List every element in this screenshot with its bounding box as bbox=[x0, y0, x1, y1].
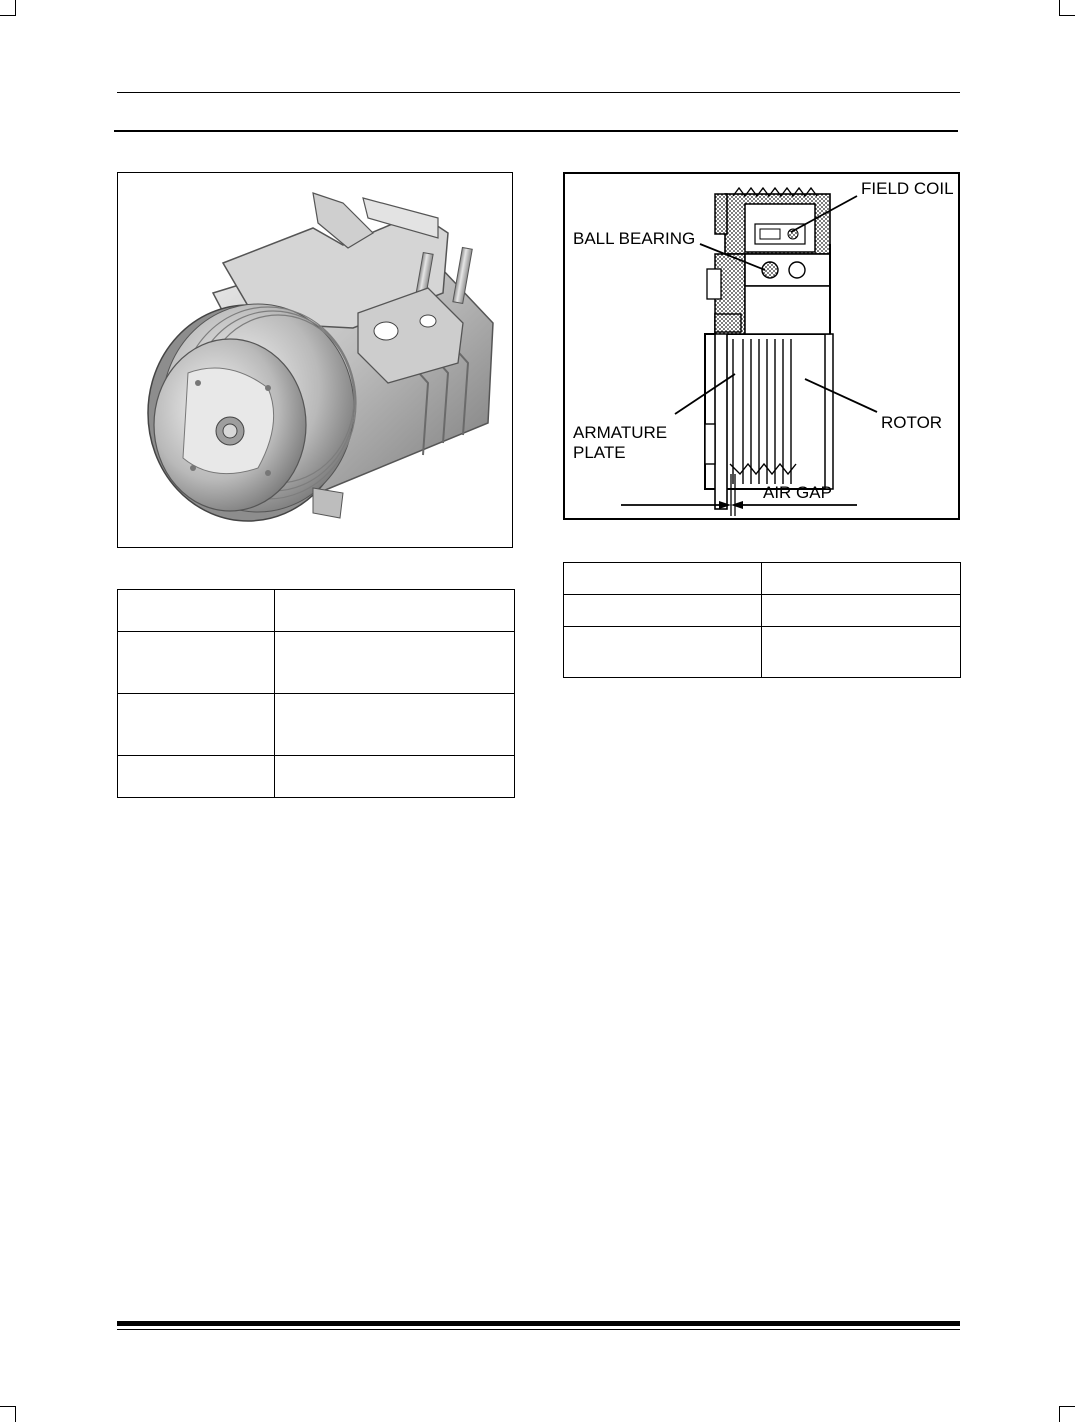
table-cell bbox=[275, 632, 515, 694]
table-cell bbox=[564, 563, 762, 595]
table-cell bbox=[564, 595, 762, 627]
table-cell bbox=[275, 590, 515, 632]
crop-mark-bottom-right bbox=[1059, 1406, 1075, 1422]
compressor-figure bbox=[117, 172, 513, 548]
table-row bbox=[564, 563, 961, 595]
table-cell bbox=[275, 756, 515, 798]
table-row bbox=[118, 756, 515, 798]
label-armature-plate-line2: PLATE bbox=[573, 443, 626, 462]
table-cell bbox=[762, 595, 961, 627]
table-cell bbox=[762, 627, 961, 678]
table-cell bbox=[118, 590, 275, 632]
label-field-coil: FIELD COIL bbox=[861, 179, 954, 198]
clutch-cross-section bbox=[565, 174, 958, 518]
table-row bbox=[118, 694, 515, 756]
table-cell bbox=[762, 563, 961, 595]
label-air-gap: AIR GAP bbox=[763, 483, 832, 502]
table-cell bbox=[118, 632, 275, 694]
table-cell bbox=[118, 694, 275, 756]
table-row bbox=[118, 590, 515, 632]
table-row bbox=[564, 627, 961, 678]
header-rule-top bbox=[117, 92, 960, 93]
crop-mark-top-left bbox=[0, 0, 16, 16]
clutch-diagram bbox=[563, 172, 960, 520]
label-ball-bearing: BALL BEARING bbox=[573, 229, 696, 248]
table-row bbox=[118, 632, 515, 694]
table-cell bbox=[118, 756, 275, 798]
table-row bbox=[564, 595, 961, 627]
left-table bbox=[117, 589, 515, 798]
table-cell bbox=[275, 694, 515, 756]
compressor-illustration bbox=[118, 173, 512, 547]
crop-mark-top-right bbox=[1059, 0, 1075, 16]
footer-rule-thick bbox=[117, 1321, 960, 1326]
right-table bbox=[563, 562, 961, 678]
table-cell bbox=[564, 627, 762, 678]
label-armature-plate-line1: ARMATURE bbox=[573, 423, 668, 442]
header-rule-bottom bbox=[114, 130, 958, 132]
label-rotor: ROTOR bbox=[881, 413, 943, 432]
footer-rule-thin bbox=[117, 1329, 960, 1330]
crop-mark-bottom-left bbox=[0, 1406, 16, 1422]
